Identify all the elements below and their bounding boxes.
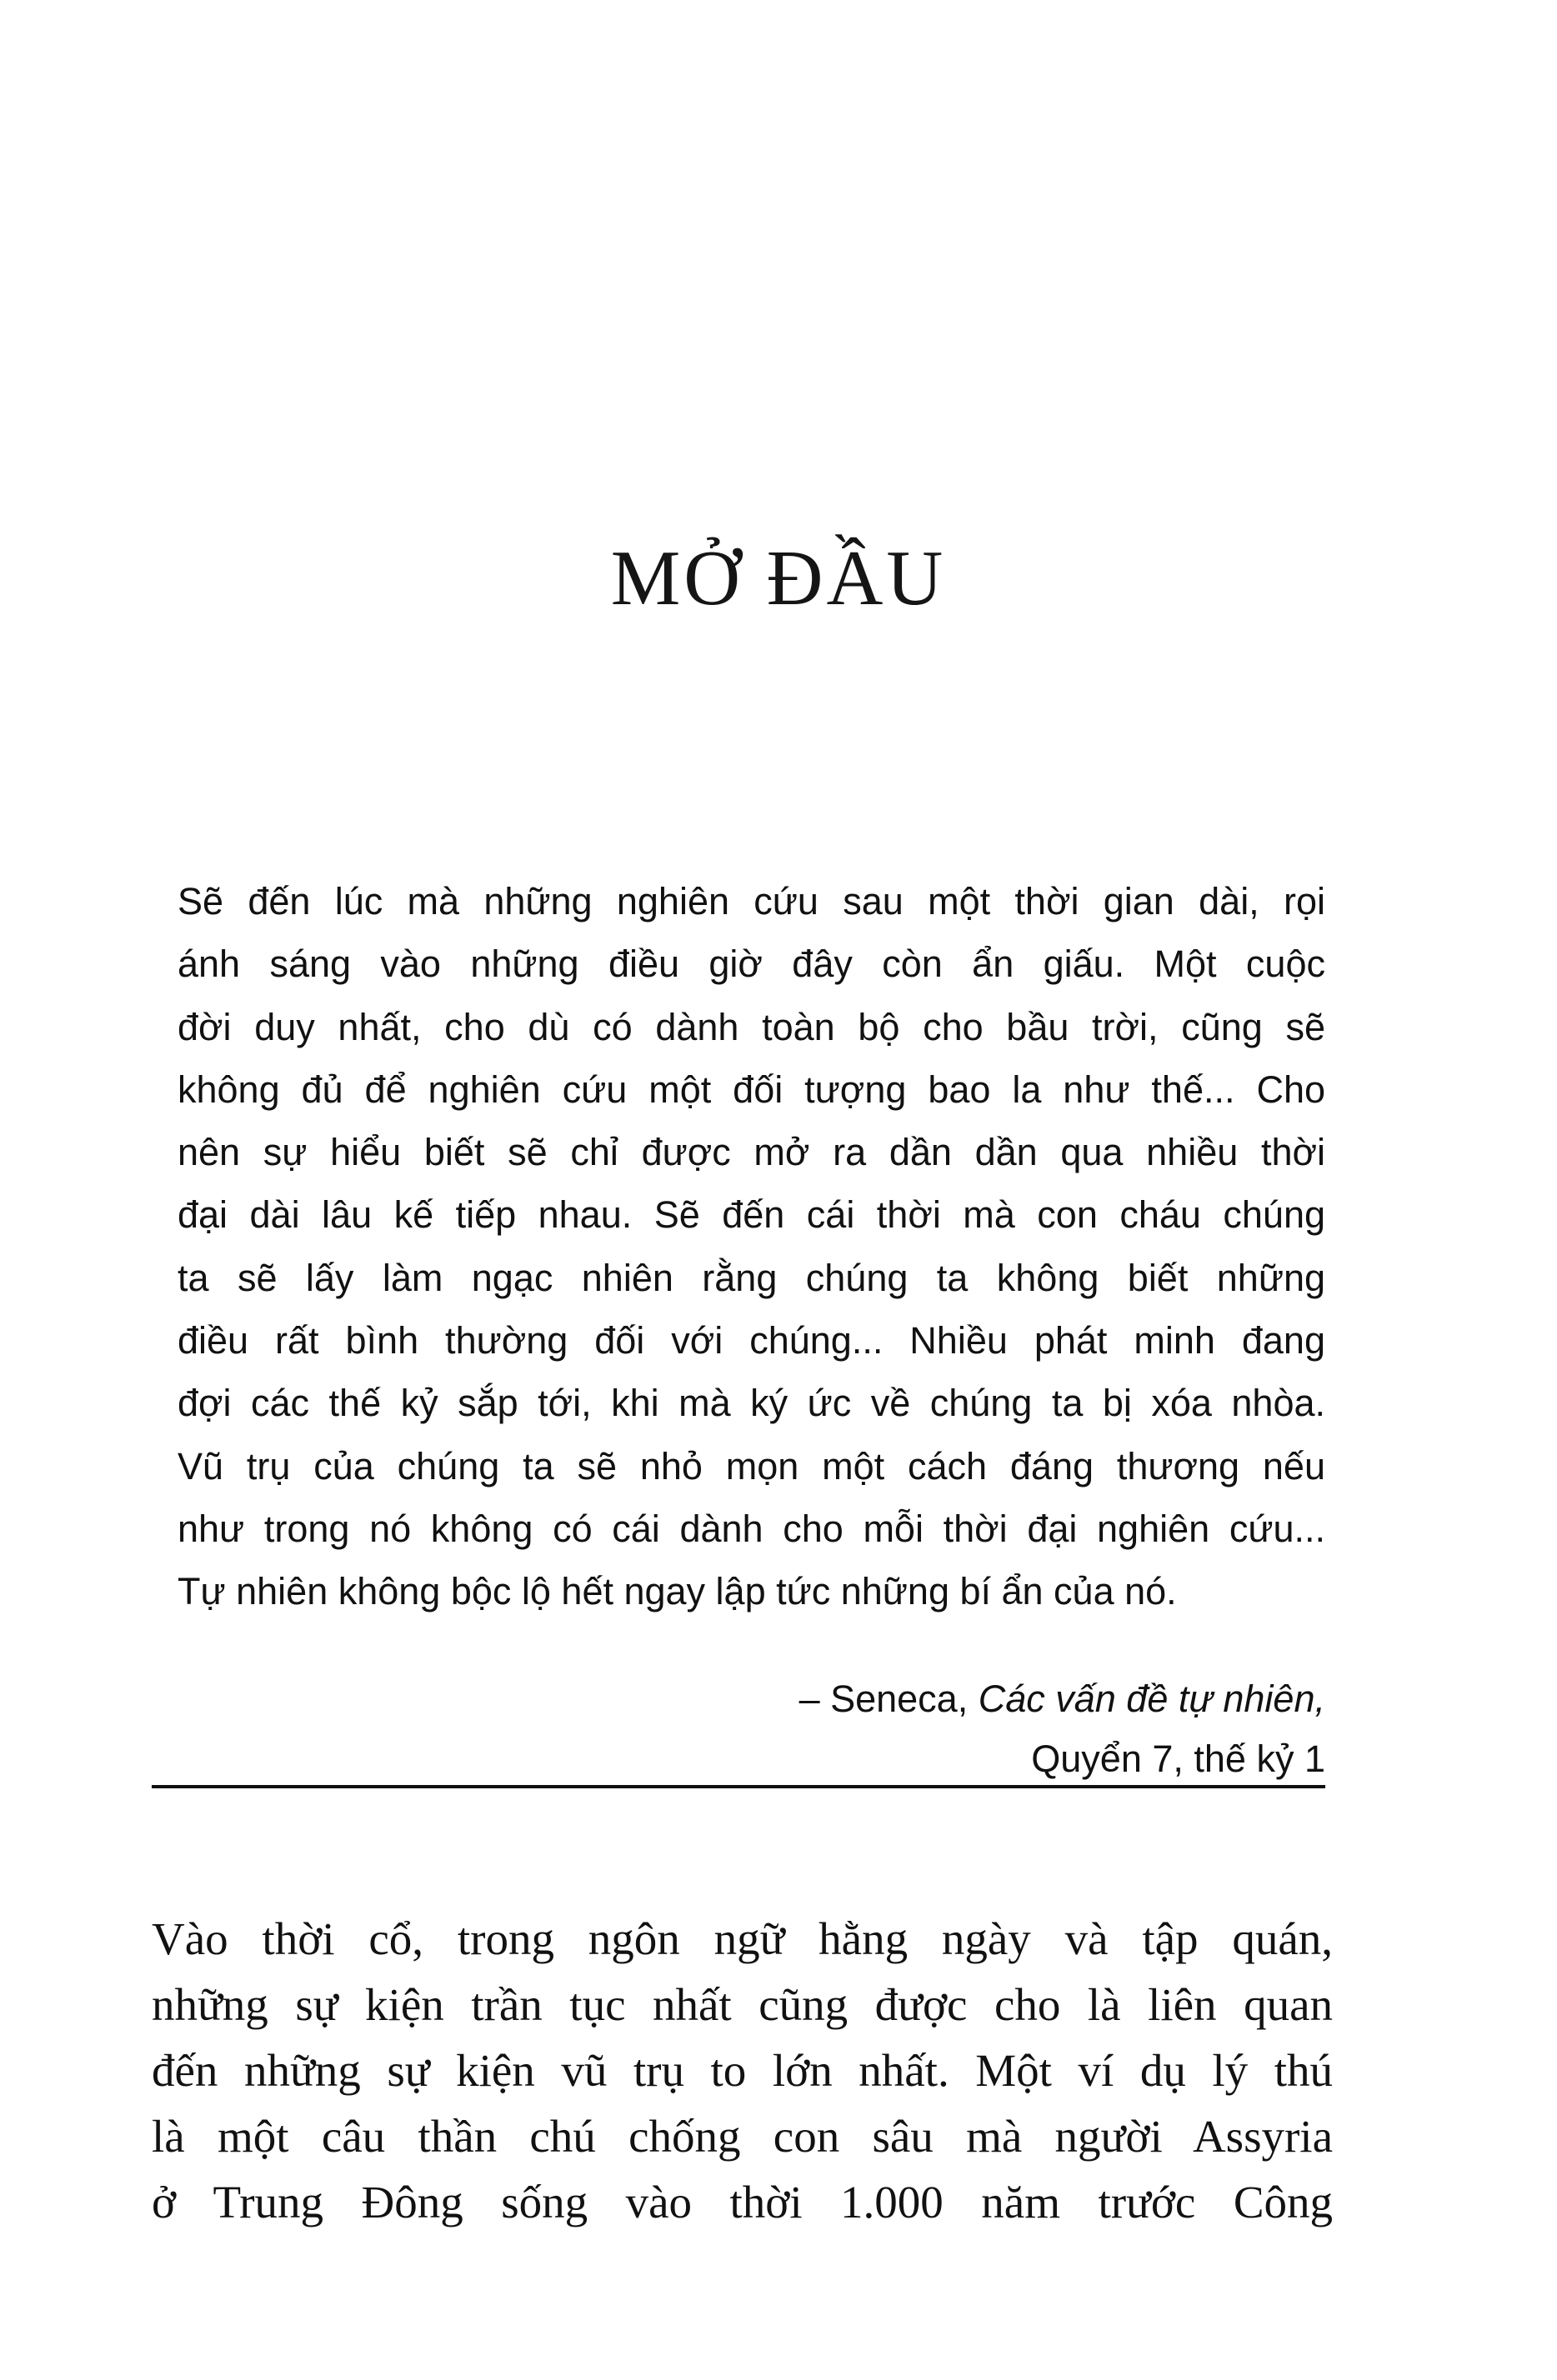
body-line: ở Trung Đông sống vào thời 1.000 năm trước Công — [152, 2177, 1333, 2228]
quote-line: nên sự hiểu biết sẽ chỉ được mở ra dần dần qua nhiều thời — [178, 1131, 1325, 1174]
quote-work-title: Các vấn đề tự nhiên, — [978, 1678, 1325, 1720]
chapter-title: MỞ ĐẦU — [610, 535, 947, 622]
quote-line: ánh sáng vào những điều giờ đây còn ẩn giấu. Một cuộc — [178, 942, 1325, 986]
quote-line: điều rất bình thường đối với chúng... Nhiều phát minh đang — [178, 1319, 1325, 1362]
quote-line: đời duy nhất, cho dù có dành toàn bộ cho bầu trời, cũng sẽ — [178, 1005, 1325, 1048]
quote-attribution — [799, 1669, 1325, 1729]
quote-line: đợi các thế kỷ sắp tới, khi mà ký ức về chúng ta bị xóa nhòa. — [178, 1382, 1325, 1425]
quote-line: Sẽ đến lúc mà những nghiên cứu sau một thời gian dài, rọi — [178, 880, 1325, 922]
quote-author: – Seneca, — [799, 1678, 979, 1720]
quote-line: Vũ trụ của chúng ta sẽ nhỏ mọn một cách đáng thương nếu — [178, 1444, 1325, 1488]
quote-line: không đủ để nghiên cứu một đối tượng bao la như thế... Cho — [178, 1068, 1325, 1111]
body-line: Vào thời cổ, trong ngôn ngữ hằng ngày và tập quán, — [152, 1913, 1333, 1964]
body-line: đến những sự kiện vũ trụ to lớn nhất. Một ví dụ lý thú — [152, 2045, 1333, 2096]
quote-line: Tự nhiên không bộc lộ hết ngay lập tức những bí ẩn của nó. — [178, 1570, 1177, 1613]
quote-line: ta sẽ lấy làm ngạc nhiên rằng chúng ta không biết những — [178, 1256, 1325, 1299]
quote-line: như trong nó không có cái dành cho mỗi thời đại nghiên cứu... — [178, 1507, 1325, 1550]
quote-attribution-detail: Quyển 7, thế kỷ 1 — [1031, 1738, 1325, 1780]
section-divider — [152, 1785, 1325, 1788]
epigraph-quote — [178, 870, 1325, 1623]
body-paragraph — [152, 1906, 1333, 2235]
quote-line: đại dài lâu kế tiếp nhau. Sẽ đến cái thời mà con cháu chúng — [178, 1193, 1325, 1237]
body-line: là một câu thần chú chống con sâu mà người Assyria — [152, 2111, 1333, 2162]
body-line: những sự kiện trần tục nhất cũng được cho là liên quan — [152, 1979, 1333, 2030]
